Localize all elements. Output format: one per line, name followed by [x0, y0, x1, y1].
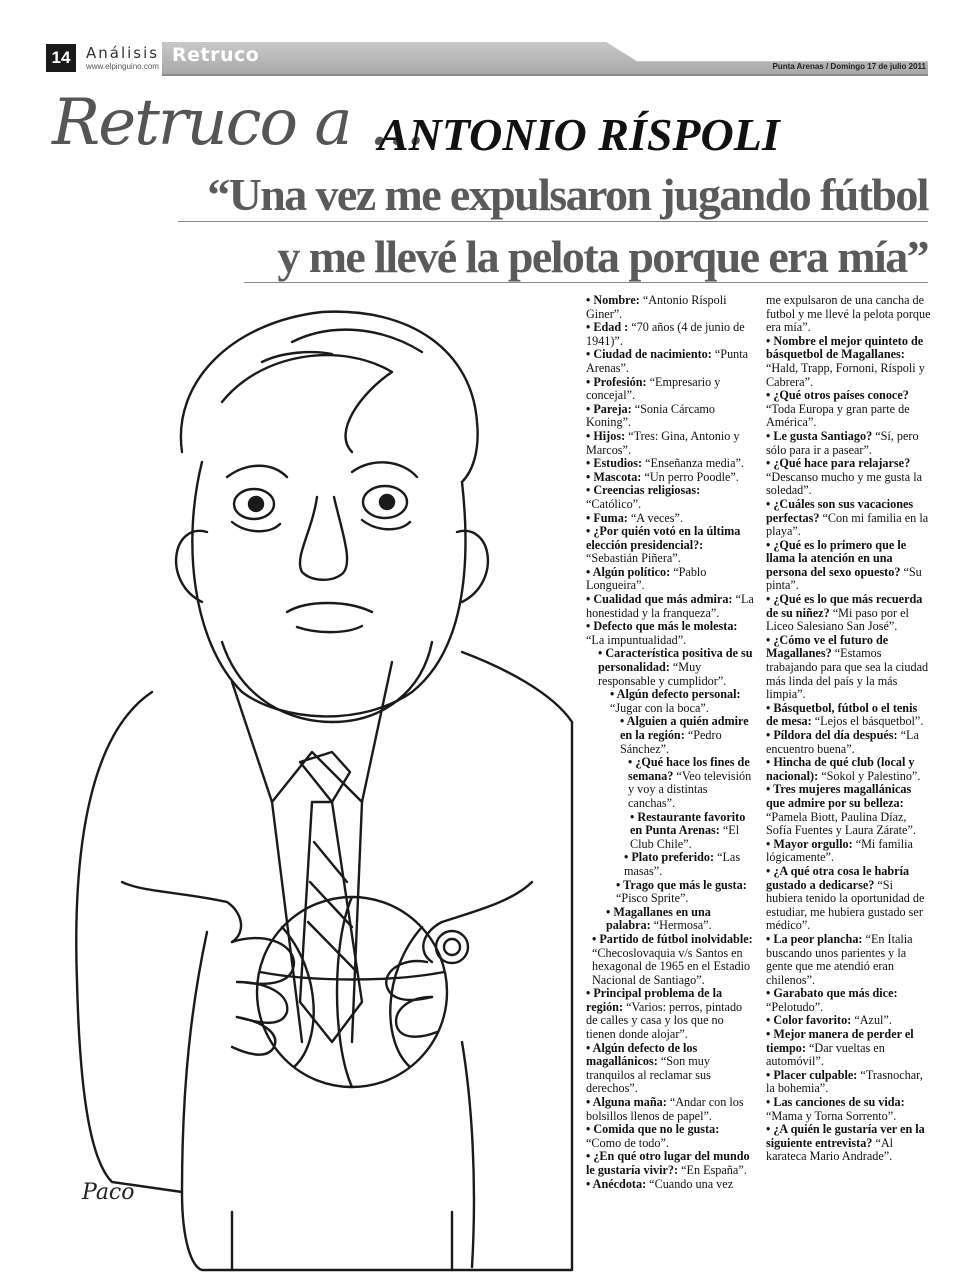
answer-text: me expulsaron de una cancha de futbol y me llevé la pelota porque era mía”.: [766, 293, 931, 335]
question-label: • Mascota:: [586, 469, 642, 484]
question-label: • Mejor manera de perder el tiempo:: [766, 1027, 914, 1055]
questionnaire-entry: [586, 403, 754, 430]
question-label: • Trago que más le gusta:: [616, 877, 747, 892]
question-label: • Estudios:: [586, 456, 643, 471]
questionnaire-entry: [766, 933, 932, 987]
answer-text: “Al karateca Mario Andrade”.: [766, 1135, 894, 1164]
answer-text: “En Italia buscando unos parientes y la gente que me atendió eran chilenos”.: [766, 931, 913, 987]
questionnaire-column-2: [766, 294, 932, 1164]
question-label: • Cualidad que más admira:: [586, 592, 733, 607]
question-label: • ¿Cómo ve el futuro de Magallanes?: [766, 632, 889, 661]
answer-text: “Pelotudo”.: [766, 999, 824, 1014]
answer-text: “Varios: perros, pintado de calles y casa y los que no tienen donde alojar”.: [586, 999, 743, 1042]
questionnaire-entry: [766, 783, 932, 837]
questionnaire-entry: [766, 593, 932, 634]
header-divider: [162, 74, 928, 76]
question-label: • Algún defecto de los magallánicos:: [586, 1040, 698, 1069]
question-label: • Anécdota:: [586, 1176, 647, 1191]
answer-text: “Antonio Ríspoli Giner”.: [586, 293, 727, 321]
dateline: Punta Arenas / Domingo 17 de julio 2011: [772, 62, 926, 71]
answer-text: “Como de todo”.: [586, 1135, 669, 1150]
question-label: • Fuma:: [586, 510, 628, 525]
questionnaire-entry: [766, 1028, 932, 1069]
question-label: • Algún político:: [586, 564, 671, 579]
question-label: • Color favorito:: [766, 1013, 852, 1028]
answer-text: “Pamela Biott, Paulina Díaz, Sofía Fuentes y Laura Zárate”.: [766, 809, 916, 838]
questionnaire-entry: [586, 1096, 754, 1123]
questionnaire-entry: [766, 335, 932, 389]
answer-text: “Azul”.: [851, 1013, 892, 1028]
questionnaire-entry: [766, 539, 932, 593]
questionnaire-entry: [586, 376, 754, 403]
questionnaire-column-1: [586, 294, 754, 1191]
question-label: • Nombre:: [586, 293, 640, 307]
answer-text: “Trasnochar, la bohemia”.: [766, 1067, 923, 1096]
question-label: • Alguna maña:: [586, 1095, 667, 1110]
question-label: • Profesión:: [586, 374, 647, 389]
question-label: • Magallanes en una palabra:: [606, 904, 711, 933]
questionnaire-entry: [586, 430, 754, 457]
newspaper-logo: Análisis: [86, 44, 160, 62]
questionnaire-entry: [586, 647, 754, 688]
questionnaire-entry: [586, 457, 754, 471]
questionnaire-entry: [586, 1178, 754, 1192]
quote-underline-1: [178, 221, 928, 222]
questionnaire-entry: [586, 933, 754, 987]
answer-text: “Descanso mucho y me gusta la soledad”.: [766, 469, 923, 498]
question-label: • ¿A quién le gustaría ver en la siguiente entrevista?: [766, 1122, 925, 1150]
question-label: • Placer culpable:: [766, 1067, 858, 1082]
questionnaire-entry: [586, 906, 754, 933]
answer-text: “Hermosa”.: [650, 918, 712, 933]
question-label: • Ciudad de nacimiento:: [586, 347, 712, 362]
question-label: • Alguien a quién admire en la región:: [620, 714, 749, 742]
questionnaire-entry: [586, 525, 754, 566]
questionnaire-entry: [586, 756, 754, 810]
question-label: • ¿Qué es lo primero que le llama la atención en una persona del sexo opuesto?: [766, 537, 907, 579]
question-label: • ¿Qué otros países conoce?: [766, 388, 909, 403]
answer-text: “Son muy tranquilos al reclamar sus derechos”.: [586, 1054, 711, 1096]
script-title: Retruco a ...: [52, 86, 424, 160]
question-label: • Hincha de qué club (local y nacional):: [766, 755, 915, 783]
answer-text: “Sebastián Piñera”.: [586, 551, 681, 566]
answer-text: “Hald, Trapp, Fornoni, Ríspoli y Cabrera”.: [766, 360, 925, 389]
question-label: • ¿En qué otro lugar del mundo le gustaría vivir?:: [586, 1149, 750, 1177]
answer-text: “El Club Chile”.: [630, 823, 740, 851]
question-label: • Pareja:: [586, 401, 632, 416]
question-label: • Hijos:: [586, 428, 626, 443]
questionnaire-entry: [586, 294, 754, 321]
question-label: • Característica positiva de su personalidad:: [598, 646, 753, 675]
question-label: • Edad :: [586, 320, 629, 335]
answer-text: “Mama y Torna Sorrento”.: [766, 1108, 897, 1123]
answer-text: “Católico”.: [586, 496, 642, 511]
answer-text: “Jugar con la boca”.: [610, 700, 709, 715]
question-label: • Defecto que más le molesta:: [586, 619, 738, 634]
questionnaire-entry: [766, 1069, 932, 1096]
answer-text: “Pisco Sprite”.: [616, 891, 689, 906]
answer-text: “Enseñanza media”.: [642, 456, 744, 471]
questionnaire-entry: [586, 348, 754, 375]
questionnaire-entry: [586, 471, 754, 485]
questionnaire-entry: [766, 756, 932, 783]
section-label: Retruco: [172, 44, 260, 66]
question-label: • Comida que no le gusta:: [586, 1122, 720, 1137]
answer-text: “Empresario y concejal”.: [586, 374, 721, 403]
answer-text: “Veo televisión y voy a distintas canchas”.: [628, 768, 752, 810]
questionnaire-entry: [586, 566, 754, 593]
questionnaire-entry: [766, 389, 932, 430]
questionnaire-entry: [586, 620, 754, 647]
question-label: • Creencias religiosas:: [586, 483, 701, 498]
questionnaire-entry: [766, 1123, 932, 1164]
questionnaire-entry: [766, 634, 932, 702]
questionnaire-entry: [766, 838, 932, 865]
question-label: • Nombre el mejor quinteto de básquetbol de Magallanes:: [766, 333, 924, 362]
answer-text: “Andar con los bolsillos llenos de papel”.: [586, 1095, 744, 1123]
questionnaire-entry: [766, 457, 932, 498]
answer-text: “Punta Arenas”.: [586, 347, 749, 375]
answer-text: “Cuando una vez: [646, 1176, 734, 1191]
answer-text: “La honestidad y la franqueza”.: [586, 592, 754, 620]
answer-text: “Pedro Sánchez”.: [620, 728, 722, 756]
question-label: • Plato preferido:: [624, 850, 715, 865]
question-label: • ¿Qué hace para relajarse?: [766, 456, 911, 471]
questionnaire-entry: [586, 593, 754, 620]
headline-quote-line-2: y me llevé la pelota porque era mía”: [277, 231, 928, 282]
caricature-illustration: [32, 282, 582, 1272]
question-label: • Partido de fútbol inolvidable:: [592, 931, 753, 946]
answer-text: “Un perro Poodle”.: [641, 469, 739, 484]
questionnaire-entry: [586, 321, 754, 348]
answer-text: “La impuntualidad”.: [586, 632, 687, 647]
questionnaire-entry: [586, 811, 754, 852]
questionnaire-entry: [766, 294, 932, 335]
question-label: • ¿Qué es lo que más recuerda de su niñez?: [766, 592, 923, 620]
questionnaire-entry: [586, 512, 754, 526]
answer-text: “Muy responsable y cumplidor”.: [598, 660, 727, 688]
question-label: • La peor plancha:: [766, 931, 863, 946]
answer-text: “Toda Europa y gran parte de América”.: [766, 401, 910, 430]
questionnaire-entry: [766, 702, 932, 729]
interviewee-name: ANTONIO RÍSPOLI: [378, 109, 780, 160]
answer-text: “Lejos el básquetbol”.: [811, 714, 924, 729]
questionnaire-entry: [586, 987, 754, 1041]
answer-text: “Checoslovaquia v/s Santos en hexagonal de 1965 en el Estadio Nacional de Santiago”.: [592, 945, 751, 987]
answer-text: “Estamos trabajando para que sea la ciudad más linda del país y la más limpia”.: [766, 646, 929, 702]
question-label: • Garabato que más dice:: [766, 986, 898, 1001]
question-label: • ¿Qué hace los fines de semana?: [628, 755, 750, 783]
headline-quote-line-1: “Una vez me expulsaron jugando fútbol: [207, 169, 928, 220]
answer-text: “Su pinta”.: [766, 564, 922, 593]
answer-text: “Pablo Longueira”.: [586, 564, 707, 593]
answer-text: “La encuentro buena”.: [766, 728, 919, 756]
answer-text: “Si hubiera tenido la oportunidad de estudiar, me hubiera gustado ser médico”.: [766, 877, 925, 933]
question-label: • Algún defecto personal:: [610, 687, 741, 702]
questionnaire-entry: [766, 729, 932, 756]
question-label: • Píldora del día después:: [766, 728, 898, 742]
answer-text: “Con mi familia en la playa”.: [766, 510, 929, 539]
questionnaire-entry: [766, 987, 932, 1014]
question-label: • Le gusta Santiago?: [766, 428, 873, 443]
answer-text: “Sokol y Palestino”.: [818, 768, 921, 783]
artist-signature: Paco: [82, 1180, 135, 1205]
questionnaire-entry: [586, 715, 754, 756]
questionnaire-entry: [586, 851, 754, 878]
question-label: • Restaurante favorito en Punta Arenas:: [630, 809, 746, 838]
answer-text: “Dar vueltas en automóvil”.: [766, 1040, 885, 1069]
questionnaire-entry: [586, 1042, 754, 1096]
question-label: • Principal problema de la región:: [586, 986, 723, 1014]
questionnaire-entry: [586, 1150, 754, 1177]
question-label: • Básquetbol, fútbol o el tenis de mesa:: [766, 700, 918, 729]
answer-text: “En España”.: [678, 1163, 747, 1177]
newspaper-url: www.elpinguino.com: [86, 62, 159, 71]
questionnaire-entry: [766, 498, 932, 539]
questionnaire-entry: [766, 1096, 932, 1123]
question-label: • Tres mujeres magallánicas que admire por su belleza:: [766, 782, 912, 810]
answer-text: “Tres: Gina, Antonio y Marcos”.: [586, 428, 740, 457]
questionnaire-entry: [766, 865, 932, 933]
question-label: • ¿Cuáles son sus vacaciones perfectas?: [766, 496, 914, 525]
question-label: • Mayor orgullo:: [766, 836, 853, 851]
questionnaire-entry: [766, 430, 932, 457]
answer-text: “A veces”.: [627, 510, 683, 525]
questionnaire-entry: [766, 1014, 932, 1028]
question-label: • ¿A qué otra cosa le habría gustado a dedicarse?: [766, 863, 910, 892]
answer-text: “Mi familia lógicamente”.: [766, 836, 913, 865]
answer-text: “Sonia Cárcamo Koning”.: [586, 401, 715, 430]
questionnaire-entry: [586, 1123, 754, 1150]
answer-text: “Las masas”.: [624, 850, 741, 878]
questionnaire-entry: [586, 484, 754, 511]
answer-text: “Mi paso por el Liceo Salesiano San José”.: [766, 605, 909, 634]
question-label: • ¿Por quién votó en la última elección presidencial?:: [586, 524, 741, 552]
questionnaire-entry: [586, 688, 754, 715]
answer-text: “Sí, pero sólo para ir a pasear”.: [766, 428, 919, 457]
questionnaire-entry: [586, 879, 754, 906]
question-label: • Las canciones de su vida:: [766, 1095, 905, 1110]
answer-text: “70 años (4 de junio de 1941)”.: [586, 320, 745, 348]
page-number: 14: [46, 44, 76, 72]
